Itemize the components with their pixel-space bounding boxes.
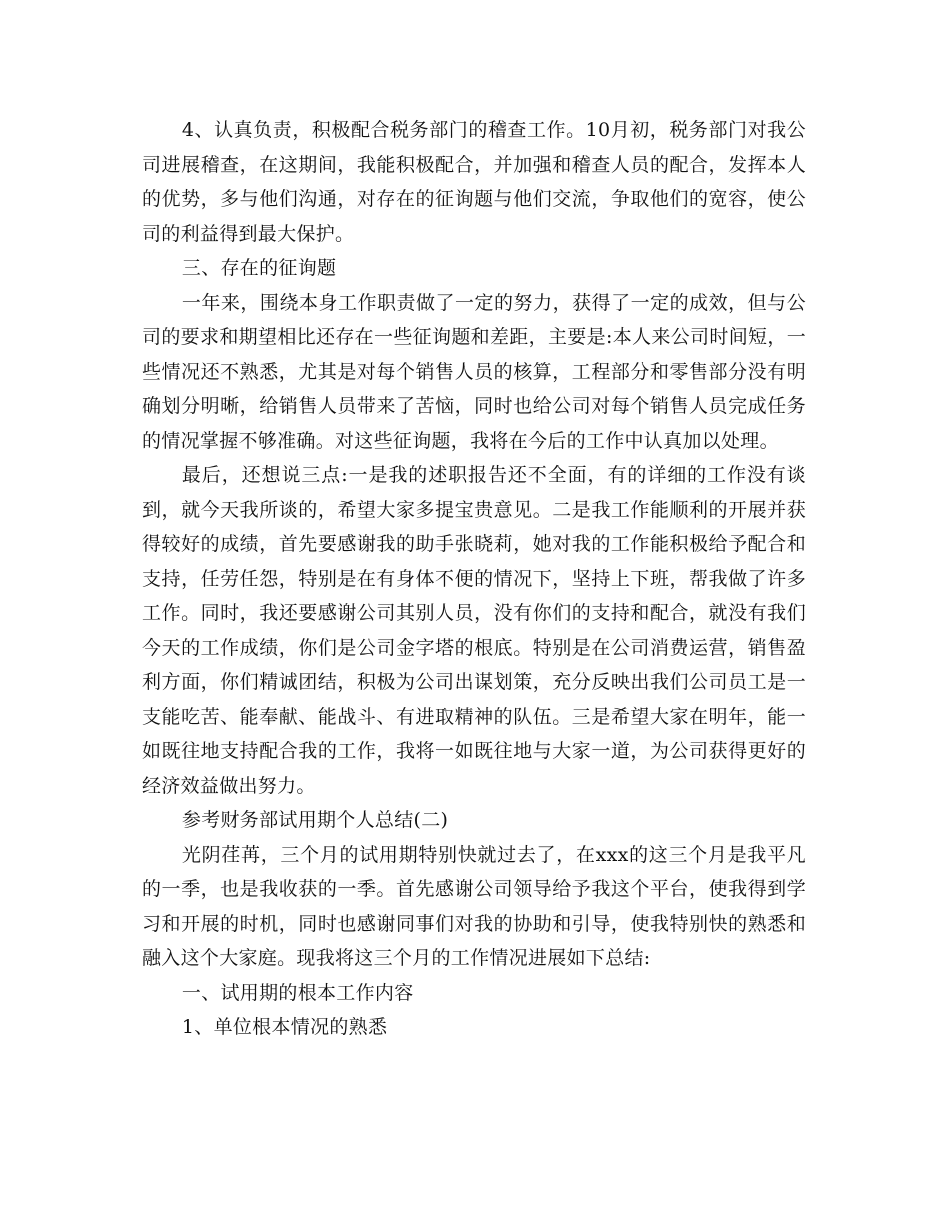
paragraph-probation-intro: 光阴荏苒，三个月的试用期特别快就过去了，在xxx的这三个月是我平凡的一季，也是我收获的一季。首先感谢公司领导给予我这个平台，使我得到学习和开展的时机，同时也感谢同事们对我的协助和引导，使我特别快的熟悉和融入这个大家庭。现我将这三个月的工作情况进展如下总结: <box>142 843 806 969</box>
document-body <box>142 113 806 1045</box>
paragraph-closing-remarks: 最后，还想说三点:一是我的述职报告还不全面，有的详细的工作没有谈到，就今天我所谈的，希望大家多提宝贵意见。二是我工作能顺利的开展并获得较好的成绩，首先要感谢我的助手张晓莉，她对我的工作能积极给予配合和支持，任劳任怨，特别是在有身体不便的情况下，坚持上下班，帮我做了许多工作。同时，我还要感谢公司其别人员，没有你们的支持和配合，就没有我们今天的工作成绩，你们是公司金字塔的根底。特别是在公司消费运营，销售盈利方面，你们精诚团结，积极为公司出谋划策，充分反映出我们公司员工是一支能吃苦、能奉献、能战斗、有进取精神的队伍。三是希望大家在明年，能一如既往地支持配合我的工作，我将一如既往地与大家一道，为公司获得更好的经济效益做出努力。 <box>142 464 806 797</box>
subsection-heading-unit-familiarization: 1、单位根本情况的熟悉 <box>181 1016 388 1038</box>
section-heading-work-content: 一、试用期的根本工作内容 <box>181 981 414 1004</box>
section-heading-probation-summary: 参考财务部试用期个人总结(二) <box>181 809 449 831</box>
paragraph-tax-audit: 4、认真负责，积极配合税务部门的稽查工作。10月初，税务部门对我公司进展稽查，在这期间，我能积极配合，并加强和稽查人员的配合，发挥本人的优势，多与他们沟通，对存在的征询题与他们交流，争取他们的宽容，使公司的利益得到最大保护。 <box>142 119 806 245</box>
paragraph-problems: 一年来，围绕本身工作职责做了一定的努力，获得了一定的成效，但与公司的要求和期望相比还存在一些征询题和差距，主要是:本人来公司时间短，一些情况还不熟悉，尤其是对每个销售人员的核算，工程部分和零售部分没有明确划分明晰，给销售人员带来了苦恼，同时也给公司对每个销售人员完成任务的情况掌握不够准确。对这些征询题，我将在今后的工作中认真加以处理。 <box>142 291 806 452</box>
section-heading-problems: 三、存在的征询题 <box>181 257 337 279</box>
